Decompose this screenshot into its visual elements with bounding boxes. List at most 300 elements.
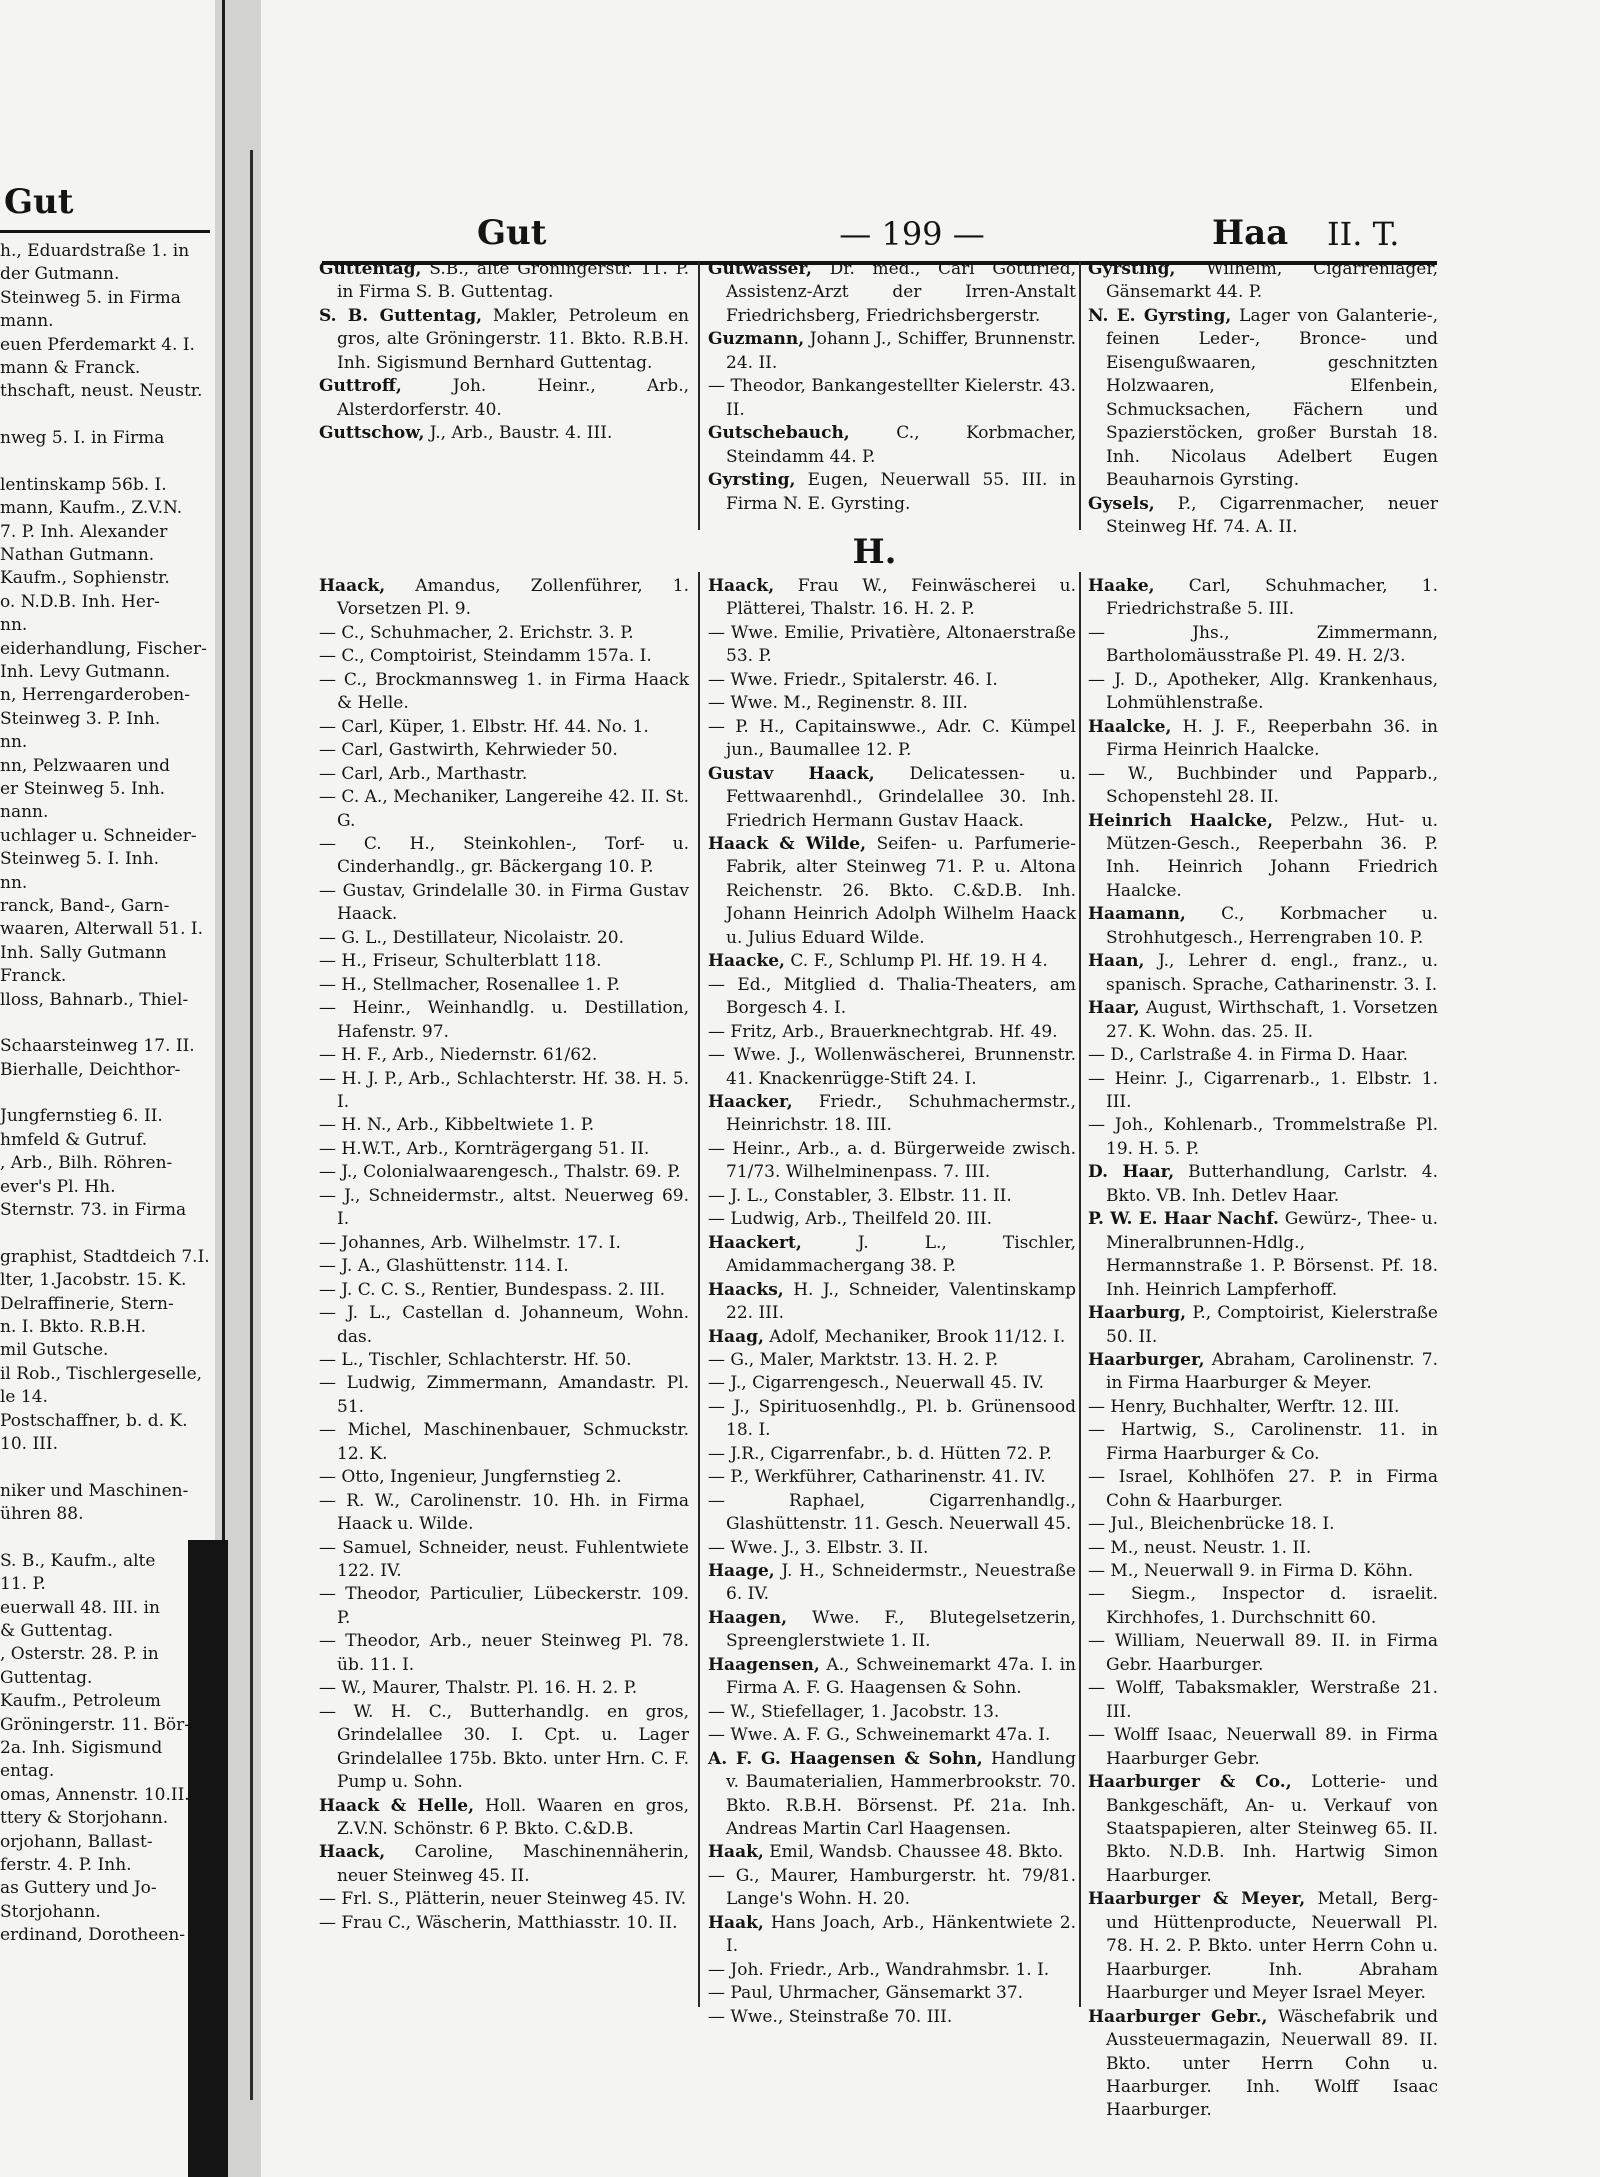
- directory-entry: [1088, 305, 1438, 493]
- directory-entry: [708, 950, 1076, 973]
- entry-name: Guzmann,: [708, 329, 805, 350]
- entry-text: — Carl, Arb., Marthastr.: [319, 763, 528, 784]
- top-column-1: [319, 258, 689, 446]
- entry-text: J. H., Schneidermstr., Neuestraße 6. IV.: [726, 1561, 1076, 1605]
- directory-entry: [319, 1841, 689, 1888]
- entry-text: C., Korbmacher u. Strohhutgesch., Herrengraben 10. P.: [1106, 904, 1438, 948]
- entry-text: — J. D., Apotheker, Allg. Krankenhaus, Lohmühlenstraße.: [1088, 669, 1438, 714]
- entry-text: — W., Stiefellager, 1. Jacobstr. 13.: [708, 1701, 1000, 1722]
- left-fragment-line: euerwall 48. III. in: [0, 1597, 160, 1618]
- left-fragment-line: mann.: [0, 311, 54, 332]
- entry-text: — P., Werkführer, Catharinenstr. 41. IV.: [708, 1467, 1046, 1488]
- entry-text: J., Arb., Baustr. 4. III.: [424, 423, 613, 444]
- directory-entry: [708, 575, 1076, 622]
- left-fragment-line: , Arb., Bilh. Röhren-: [0, 1153, 173, 1174]
- entry-name: Haag,: [708, 1326, 764, 1347]
- entry-text: Lotterie- und Bankgeschäft, An- u. Verkauf von Staatspapieren, alter Steinweg 65. II. Bkto. N.D.B. Inh. Hartwig Simon Haarburger.: [1106, 1772, 1438, 1886]
- directory-entry: [1088, 1419, 1438, 1466]
- entry-text: Wäschefabrik und Aussteuermagazin, Neuerwall 89. II. Bkto. unter Herrn Cohn u. Haarburger. Inh. Wolff Isaac Haarburger.: [1106, 2006, 1438, 2121]
- section-heading: H.: [852, 532, 897, 572]
- entry-text: — Frau C., Wäscherin, Matthiasstr. 10. II.: [319, 1912, 678, 1933]
- directory-entry: [319, 1044, 689, 1067]
- entry-name: Heinrich Haalcke,: [1088, 810, 1274, 831]
- entry-name: Haan,: [1088, 951, 1145, 972]
- entry-text: — C., Brockmannsweg 1. in Firma Haack & Helle.: [319, 669, 689, 714]
- entry-text: — Jhs., Zimmermann, Bartholomäusstraße Pl. 49. H. 2/3.: [1088, 622, 1438, 667]
- directory-entry: [319, 716, 689, 739]
- left-fragment-line: [0, 1456, 212, 1479]
- left-fragment-line: Delraffinerie, Stern-: [0, 1293, 174, 1314]
- entry-text: Holl. Waaren en gros, Z.V.N. Schönstr. 6 P. Bkto. C.&D.B.: [337, 1795, 689, 1840]
- directory-entry: [319, 1302, 689, 1349]
- column-rule: [698, 572, 700, 2007]
- directory-entry: [319, 974, 689, 997]
- entry-name: Gysels,: [1088, 493, 1155, 514]
- entry-text: — J. L., Castellan d. Johanneum, Wohn. das.: [319, 1303, 689, 1347]
- directory-entry: [319, 1490, 689, 1537]
- entry-text: — C., Comptoirist, Steindamm 157a. I.: [319, 646, 652, 667]
- left-fragment-line: il Rob., Tischlergeselle,: [0, 1363, 203, 1384]
- entry-text: — Johannes, Arb. Wilhelmstr. 17. I.: [319, 1232, 621, 1253]
- entry-text: Pelzw., Hut- u. Mützen-Gesch., Reeperbahn 36. P. Inh. Heinrich Johann Friedrich Haalcke.: [1106, 810, 1439, 901]
- left-fragment-line: mil Gutsche.: [0, 1340, 109, 1361]
- left-fragment-line: Jungfernstieg 6. II.: [0, 1106, 163, 1127]
- directory-entry: [1088, 1044, 1438, 1067]
- entry-text: — Raphael, Cigarrenhandlg., Glashüttenstr. 11. Gesch. Neuerwall 45.: [708, 1490, 1076, 1535]
- directory-entry: [708, 422, 1076, 469]
- directory-entry: [1088, 1583, 1438, 1630]
- directory-entry: [1088, 903, 1438, 950]
- header-part-label: II. T.: [1327, 215, 1400, 253]
- entry-text: — R. W., Carolinenstr. 10. Hh. in Firma Haack u. Wilde.: [319, 1490, 689, 1535]
- entry-text: — Ludwig, Zimmermann, Amandastr. Pl. 51.: [319, 1373, 689, 1417]
- directory-entry: [708, 469, 1076, 516]
- entry-text: — Gustav, Grindelalle 30. in Firma Gustav Haack.: [319, 880, 689, 925]
- directory-entry: [1088, 1302, 1438, 1349]
- directory-entry: [708, 1865, 1076, 1912]
- entry-name: Haagen,: [708, 1607, 788, 1628]
- left-fragment-line: er Steinweg 5. Inh.: [0, 778, 166, 799]
- entry-name: Haacker,: [708, 1091, 793, 1112]
- entry-text: — Samuel, Schneider, neust. Fuhlentwiete 122. IV.: [319, 1537, 689, 1582]
- left-fragment-line: , Osterstr. 28. P. in: [0, 1644, 159, 1665]
- entry-text: — H. J. P., Arb., Schlachterstr. Hf. 38. H. 5. I.: [319, 1068, 689, 1112]
- directory-entry: [708, 1279, 1076, 1326]
- entry-name: Guttentag,: [319, 259, 422, 279]
- entry-name: Haarburger & Meyer,: [1088, 1889, 1306, 1910]
- entry-text: P., Cigarrenmacher, neuer Steinweg Hf. 74. A. II.: [1106, 493, 1438, 537]
- main-column-2: [708, 575, 1076, 2029]
- left-fragment-line: Gröningerstr. 11. Bör-: [0, 1714, 191, 1735]
- entry-text: Lager von Galanterie-, feinen Leder-, Bronce- und Eisengußwaaren, geschnitzten Holzwaaren, Elfenbein, Schmucksachen, Fächern und Spazierstöcken, großer Burstah 18. Inh. Nicolaus Adelbert Eugen Beauharnois Gyrsting.: [1106, 305, 1438, 491]
- entry-text: — Wwe. Friedr., Spitalerstr. 46. I.: [708, 669, 998, 690]
- directory-entry: [708, 974, 1076, 1021]
- left-fragment-line: lentinskamp 56b. I.: [0, 474, 167, 495]
- entry-name: Gutschebauch,: [708, 423, 850, 444]
- entry-text: — H. F., Arb., Niedernstr. 61/62.: [319, 1045, 598, 1066]
- left-fragment-line: 10. III.: [0, 1433, 58, 1454]
- entry-text: H. J. F., Reeperbahn 36. in Firma Heinrich Haalcke.: [1106, 716, 1438, 761]
- left-fragment-line: le 14.: [0, 1387, 48, 1408]
- left-fragment-line: 11. P.: [0, 1574, 46, 1595]
- column-rule: [1079, 262, 1081, 530]
- entry-text: — M., neust. Neustr. 1. II.: [1088, 1537, 1312, 1558]
- directory-entry: [1088, 1537, 1438, 1560]
- entry-name: Haarburg,: [1088, 1303, 1187, 1324]
- left-fragment-line: mann, Kaufm., Z.V.N.: [0, 498, 183, 519]
- entry-text: Johann J., Schiffer, Brunnenstr. 24. II.: [726, 329, 1076, 373]
- left-fragment-line: o. N.D.B. Inh. Her-: [0, 591, 160, 612]
- directory-entry: [708, 1396, 1076, 1443]
- directory-entry: [319, 739, 689, 762]
- left-fragment-line: h., Eduardstraße 1. in: [0, 241, 190, 261]
- left-fragment-line: nn.: [0, 615, 28, 636]
- entry-text: A., Schweinemarkt 47a. I. in Firma A. F. G. Haagensen & Sohn.: [726, 1654, 1076, 1699]
- entry-text: — Heinr. J., Cigarrenarb., 1. Elbstr. 1. III.: [1088, 1068, 1438, 1112]
- directory-entry: [319, 1419, 689, 1466]
- entry-name: N. E. Gyrsting,: [1088, 305, 1232, 326]
- directory-entry: [1088, 1771, 1438, 1888]
- entry-text: Eugen, Neuerwall 55. III. in Firma N. E. Gyrsting.: [726, 470, 1076, 514]
- directory-entry: [708, 1654, 1076, 1701]
- left-fragment-line: & Guttentag.: [0, 1621, 113, 1642]
- entry-name: D. Haar,: [1088, 1162, 1175, 1183]
- directory-entry: [319, 927, 689, 950]
- entry-name: Haarburger & Co.,: [1088, 1772, 1292, 1793]
- left-fragment-line: Steinweg 5. in Firma: [0, 287, 181, 308]
- directory-entry: [708, 1443, 1076, 1466]
- directory-entry: [708, 1841, 1076, 1864]
- left-fragment-line: Nathan Gutmann.: [0, 545, 155, 566]
- entry-text: Wilhelm, Cigarrenlager, Gänsemarkt 44. P.: [1106, 259, 1438, 303]
- directory-entry: [708, 1091, 1076, 1138]
- main-column-1: [319, 575, 689, 1935]
- directory-entry: [319, 1255, 689, 1278]
- entry-text: — Wolff Isaac, Neuerwall 89. in Firma Haarburger Gebr.: [1088, 1725, 1438, 1769]
- left-fragment-line: lloss, Bahnarb., Thiel-: [0, 989, 189, 1010]
- directory-entry: [708, 622, 1076, 669]
- directory-entry: [319, 997, 689, 1044]
- directory-entry: [708, 1537, 1076, 1560]
- entry-text: — J.R., Cigarrenfabr., b. d. Hütten 72. P.: [708, 1443, 1052, 1464]
- left-fragment-line: lter, 1.Jacobstr. 15. K.: [0, 1270, 187, 1291]
- left-fragment-line: orjohann, Ballast-: [0, 1831, 153, 1852]
- directory-entry: [708, 1607, 1076, 1654]
- entry-text: — W., Maurer, Thalstr. Pl. 16. H. 2. P.: [319, 1678, 638, 1699]
- left-fragment-line: [0, 1082, 212, 1105]
- entry-text: — Theodor, Bankangestellter Kielerstr. 43. II.: [708, 376, 1076, 420]
- entry-name: Haack,: [319, 1842, 386, 1863]
- column-rule: [698, 262, 700, 530]
- entry-name: Haack,: [319, 576, 386, 596]
- directory-entry: [708, 1021, 1076, 1044]
- left-fragment-line: hmfeld & Gutruf.: [0, 1129, 148, 1150]
- directory-entry: [708, 1982, 1076, 2005]
- entry-name: Haarburger,: [1088, 1349, 1205, 1370]
- directory-entry: [1088, 950, 1438, 997]
- left-fragment-line: der Gutmann.: [0, 264, 120, 285]
- entry-text: — Wwe., Steinstraße 70. III.: [708, 2006, 953, 2027]
- directory-entry: [1088, 1888, 1438, 2005]
- entry-name: Haacks,: [708, 1279, 784, 1300]
- entry-text: — Heinr., Arb., a. d. Bürgerweide zwisch. 71/73. Wilhelminenpass. 7. III.: [708, 1138, 1076, 1183]
- header-right-catchword: Haa: [1212, 213, 1289, 253]
- left-fragment-line: Steinweg 3. P. Inh.: [0, 708, 161, 729]
- entry-text: — J., Cigarrengesch., Neuerwall 45. IV.: [708, 1373, 1045, 1394]
- entry-text: — G. L., Destillateur, Nicolaistr. 20.: [319, 927, 625, 948]
- left-fragment-line: Bierhalle, Deichthor-: [0, 1059, 181, 1080]
- directory-entry: [319, 1537, 689, 1584]
- entry-text: — J. A., Glashüttenstr. 114. I.: [319, 1256, 569, 1277]
- entry-name: Gyrsting,: [708, 470, 796, 491]
- entry-text: — H.W.T., Arb., Kornträgergang 51. II.: [319, 1138, 650, 1159]
- left-fragment-line: entag.: [0, 1761, 55, 1782]
- directory-entry: [1088, 1208, 1438, 1302]
- entry-text: Dr. med., Carl Gottfried, Assistenz-Arzt der Irren-Anstalt Friedrichsberg, Friedrichsbergerstr.: [726, 259, 1076, 326]
- entry-text: — Siegm., Inspector d. israelit. Kirchhofes, 1. Durchschnitt 60.: [1088, 1584, 1438, 1628]
- entry-text: Makler, Petroleum en gros, alte Gröningerstr. 11. Bkto. R.B.H. Inh. Sigismund Bernhard Guttentag.: [337, 305, 689, 373]
- entry-text: — L., Tischler, Schlachterstr. Hf. 50.: [319, 1349, 632, 1370]
- entry-name: S. B. Guttentag,: [319, 305, 482, 326]
- directory-entry: [319, 1068, 689, 1115]
- directory-entry: [319, 622, 689, 645]
- entry-text: — Theodor, Particulier, Lübeckerstr. 109. P.: [319, 1584, 689, 1628]
- directory-entry: [708, 669, 1076, 692]
- entry-text: — P. H., Capitainswwe., Adr. C. Kümpel jun., Baumallee 12. P.: [708, 716, 1076, 761]
- directory-entry: [319, 669, 689, 716]
- entry-text: Metall, Berg- und Hüttenproducte, Neuerwall Pl. 78. H. 2. P. Bkto. unter Herrn Cohn u. Haarburger. Inh. Abraham Haarburger und Meyer Israel Meyer.: [1106, 1889, 1439, 2004]
- entry-text: — G., Maurer, Hamburgerstr. ht. 79/81. Lange's Wohn. H. 20.: [708, 1865, 1076, 1910]
- left-fragment-line: Guttentag.: [0, 1667, 93, 1688]
- directory-entry: [708, 375, 1076, 422]
- entry-name: Haalcke,: [1088, 716, 1172, 737]
- entry-text: — C. A., Mechaniker, Langereihe 42. II. St. G.: [319, 787, 689, 831]
- entry-text: — C., Schuhmacher, 2. Erichstr. 3. P.: [319, 622, 634, 643]
- directory-entry: [708, 328, 1076, 375]
- entry-text: — Otto, Ingenieur, Jungfernstieg 2.: [319, 1467, 622, 1488]
- entry-text: — J. L., Constabler, 3. Elbstr. 11. II.: [708, 1185, 1012, 1206]
- entry-text: — Hartwig, S., Carolinenstr. 11. in Firma Haarburger & Co.: [1088, 1420, 1438, 1464]
- entry-text: Caroline, Maschinennäherin, neuer Steinweg 45. II.: [337, 1842, 689, 1886]
- directory-entry: [1088, 1396, 1438, 1419]
- directory-entry: [319, 1677, 689, 1700]
- left-fragment-line: [0, 1526, 212, 1549]
- left-fragment-line: [0, 1222, 212, 1245]
- left-header-rule: [0, 230, 210, 233]
- entry-text: — G., Maler, Marktstr. 13. H. 2. P.: [708, 1349, 999, 1370]
- directory-entry: [319, 950, 689, 973]
- entry-text: Frau W., Feinwäscherei u. Plätterei, Thalstr. 16. H. 2. P.: [726, 576, 1076, 620]
- left-fragment-line: Inh. Levy Gutmann.: [0, 662, 171, 683]
- directory-entry: [1088, 1724, 1438, 1771]
- directory-entry: [1088, 575, 1438, 622]
- entry-text: — D., Carlstraße 4. in Firma D. Haar.: [1088, 1045, 1409, 1066]
- directory-entry: [319, 1466, 689, 1489]
- directory-entry: [1088, 1114, 1438, 1161]
- left-fragment-line: 7. P. Inh. Alexander: [0, 521, 168, 542]
- entry-text: — Heinr., Weinhandlg. u. Destillation, Hafenstr. 97.: [319, 998, 689, 1042]
- entry-name: Haage,: [708, 1561, 775, 1582]
- entry-text: Emil, Wandsb. Chaussee 48. Bkto.: [763, 1842, 1064, 1863]
- entry-text: — Joh. Friedr., Arb., Wandrahmsbr. 1. I.: [708, 1959, 1050, 1980]
- directory-entry: [1088, 622, 1438, 669]
- directory-entry: [319, 1795, 689, 1842]
- entry-text: — J. C. C. S., Rentier, Bundespass. 2. III.: [319, 1279, 666, 1300]
- directory-entry: [1088, 763, 1438, 810]
- entry-name: Guttschow,: [319, 423, 425, 444]
- directory-entry: [708, 1185, 1076, 1208]
- entry-text: — Fritz, Arb., Brauerknechtgrab. Hf. 49.: [708, 1021, 1058, 1042]
- directory-entry: [708, 1208, 1076, 1231]
- entry-text: Friedr., Schuhmachermstr., Heinrichstr. 18. III.: [726, 1091, 1076, 1136]
- entry-name: Haar,: [1088, 998, 1140, 1019]
- left-fragment-line: uchlager u. Schneider-: [0, 825, 197, 846]
- left-fragment-line: ranck, Band-, Garn-: [0, 895, 170, 916]
- left-fragment-line: S. B., Kaufm., alte: [0, 1550, 156, 1571]
- entry-text: — Ed., Mitglied d. Thalia-Theaters, am Borgesch 4. I.: [708, 974, 1076, 1019]
- directory-entry: [708, 1959, 1076, 1982]
- directory-entry: [1088, 1466, 1438, 1513]
- entry-name: Guttroff,: [319, 376, 402, 397]
- columns-area: [312, 0, 1437, 2177]
- entry-name: Haackert,: [708, 1232, 802, 1253]
- entry-text: — Israel, Kohlhöfen 27. P. in Firma Cohn & Haarburger.: [1088, 1467, 1438, 1511]
- left-fragment-line: n, Herrengarderoben-: [0, 685, 190, 706]
- directory-entry: [1088, 2006, 1438, 2123]
- entry-text: — Wwe. J., 3. Elbstr. 3. II.: [708, 1537, 929, 1558]
- entry-text: — Ludwig, Arb., Theilfeld 20. III.: [708, 1209, 992, 1230]
- directory-entry: [319, 1701, 689, 1795]
- directory-entry: [319, 1912, 689, 1935]
- entry-text: Hans Joach, Arb., Hänkentwiete 2. I.: [726, 1912, 1076, 1957]
- entry-text: — H., Friseur, Schulterblatt 118.: [319, 951, 602, 972]
- left-fragment-line: niker und Maschinen-: [0, 1480, 189, 1501]
- directory-entry: [319, 833, 689, 880]
- entry-name: Gutwasser,: [708, 259, 812, 279]
- left-fragment-line: ever's Pl. Hh.: [0, 1176, 116, 1197]
- directory-entry: [319, 1138, 689, 1161]
- directory-entry: [319, 786, 689, 833]
- entry-text: — Carl, Küper, 1. Elbstr. Hf. 44. No. 1.: [319, 716, 649, 737]
- entry-text: J. L., Tischler, Amidammachergang 38. P.: [726, 1232, 1076, 1277]
- entry-text: — Wwe. Emilie, Privatière, Altonaerstraße 53. P.: [708, 622, 1076, 667]
- entry-text: — J., Colonialwaarengesch., Thalstr. 69. P.: [319, 1162, 681, 1183]
- left-fragment-line: erdinand, Dorotheen-: [0, 1925, 186, 1946]
- left-fragment-line: n. I. Bkto. R.B.H.: [0, 1316, 146, 1337]
- entry-name: Haake,: [1088, 576, 1155, 596]
- entry-text: — Wwe. A. F. G., Schweinemarkt 47a. I.: [708, 1725, 1051, 1746]
- directory-entry: [708, 1372, 1076, 1395]
- entry-text: — M., Neuerwall 9. in Firma D. Köhn.: [1088, 1561, 1414, 1582]
- directory-entry: [708, 1701, 1076, 1724]
- entry-text: — H. N., Arb., Kibbeltwiete 1. P.: [319, 1115, 595, 1136]
- entry-text: J., Lehrer d. engl., franz., u. spanisch. Sprache, Catharinenstr. 3. I.: [1106, 951, 1438, 995]
- directory-entry: [708, 1466, 1076, 1489]
- entry-text: Butterhandlung, Carlstr. 4. Bkto. VB. Inh. Detlev Haar.: [1106, 1162, 1438, 1206]
- left-fragment-line: nn.: [0, 872, 28, 893]
- directory-entry: [319, 1232, 689, 1255]
- directory-entry: [708, 1748, 1076, 1842]
- header-left-catchword: Gut: [477, 213, 547, 253]
- entry-text: Amandus, Zollenführer, 1. Vorsetzen Pl. 9.: [337, 576, 689, 620]
- directory-entry: [708, 1349, 1076, 1372]
- left-fragment-line: euen Pferdemarkt 4. I.: [0, 334, 195, 355]
- entry-name: A. F. G. Haagensen & Sohn,: [708, 1748, 983, 1769]
- entry-text: — W., Buchbinder und Papparb., Schopenstehl 28. II.: [1088, 763, 1438, 808]
- left-fragment-line: 2a. Inh. Sigismund: [0, 1738, 163, 1758]
- directory-entry: [708, 1724, 1076, 1747]
- directory-entry: [319, 1279, 689, 1302]
- entry-name: Haack & Wilde,: [708, 833, 867, 854]
- directory-entry: [1088, 716, 1438, 763]
- left-fragment-line: [0, 451, 212, 474]
- entry-name: Haacke,: [708, 951, 785, 972]
- entry-text: — Wolff, Tabaksmakler, Werstraße 21. III.: [1088, 1678, 1438, 1722]
- directory-entry: [1088, 1630, 1438, 1677]
- gutter-inner-line: [250, 150, 253, 2100]
- directory-entry: [1088, 1068, 1438, 1115]
- left-fragment-line: ühren 88.: [0, 1504, 84, 1525]
- directory-entry: [708, 1912, 1076, 1959]
- entry-text: C. F., Schlump Pl. Hf. 19. H 4.: [784, 951, 1048, 972]
- entry-text: — Theodor, Arb., neuer Steinweg Pl. 78. üb. 11. I.: [319, 1631, 689, 1675]
- left-fragment-line: Kaufm., Sophienstr.: [0, 568, 170, 589]
- directory-entry: [708, 1232, 1076, 1279]
- entry-text: August, Wirthschaft, 1. Vorsetzen 27. K. Wohn. das. 25. II.: [1106, 998, 1438, 1042]
- entry-text: C., Korbmacher, Steindamm 44. P.: [726, 423, 1076, 467]
- entry-name: Haak,: [708, 1912, 764, 1933]
- directory-entry: [708, 1560, 1076, 1607]
- directory-entry: [708, 716, 1076, 763]
- directory-entry: [1088, 1677, 1438, 1724]
- entry-name: Haak,: [708, 1842, 764, 1863]
- directory-entry: [319, 422, 689, 445]
- entry-text: — H., Stellmacher, Rosenallee 1. P.: [319, 974, 621, 995]
- entry-name: P. W. E. Haar Nachf.: [1088, 1209, 1279, 1230]
- main-column-3: [1088, 575, 1438, 2123]
- entry-name: Haagensen,: [708, 1654, 820, 1675]
- directory-entry: [319, 305, 689, 375]
- directory-entry: [319, 1114, 689, 1137]
- directory-entry: [1088, 1349, 1438, 1396]
- directory-entry: [319, 1161, 689, 1184]
- directory-entry: [319, 645, 689, 668]
- left-fragment-line: eiderhandlung, Fischer-: [0, 638, 207, 659]
- directory-entry: [708, 1044, 1076, 1091]
- left-fragment-line: nn, Pelzwaaren und: [0, 755, 170, 776]
- directory-entry: [319, 1583, 689, 1630]
- left-fragment-line: nn.: [0, 732, 28, 753]
- left-fragment-line: as Guttery und Jo-: [0, 1878, 157, 1899]
- directory-entry: [319, 763, 689, 786]
- left-fragment-line: [0, 404, 212, 427]
- column-rule: [1079, 572, 1081, 2007]
- directory-entry: [708, 833, 1076, 950]
- entry-text: Carl, Schuhmacher, 1. Friedrichstraße 5. III.: [1106, 576, 1438, 620]
- left-fragment-line: Storjohann.: [0, 1901, 101, 1922]
- left-fragment-line: Steinweg 5. I. Inh.: [0, 849, 159, 870]
- entry-name: Haarburger Gebr.,: [1088, 2006, 1268, 2027]
- directory-entry: [319, 258, 689, 305]
- left-fragment-line: nann.: [0, 802, 49, 823]
- entry-name: Haack & Helle,: [319, 1795, 475, 1816]
- directory-entry: [708, 1326, 1076, 1349]
- entry-text: — Joh., Kohlenarb., Trommelstraße Pl. 19. H. 5. P.: [1088, 1115, 1438, 1159]
- directory-entry: [708, 1138, 1076, 1185]
- directory-entry: [1088, 669, 1438, 716]
- directory-entry: [1088, 1161, 1438, 1208]
- left-fragment-line: Inh. Sally Gutmann: [0, 942, 167, 963]
